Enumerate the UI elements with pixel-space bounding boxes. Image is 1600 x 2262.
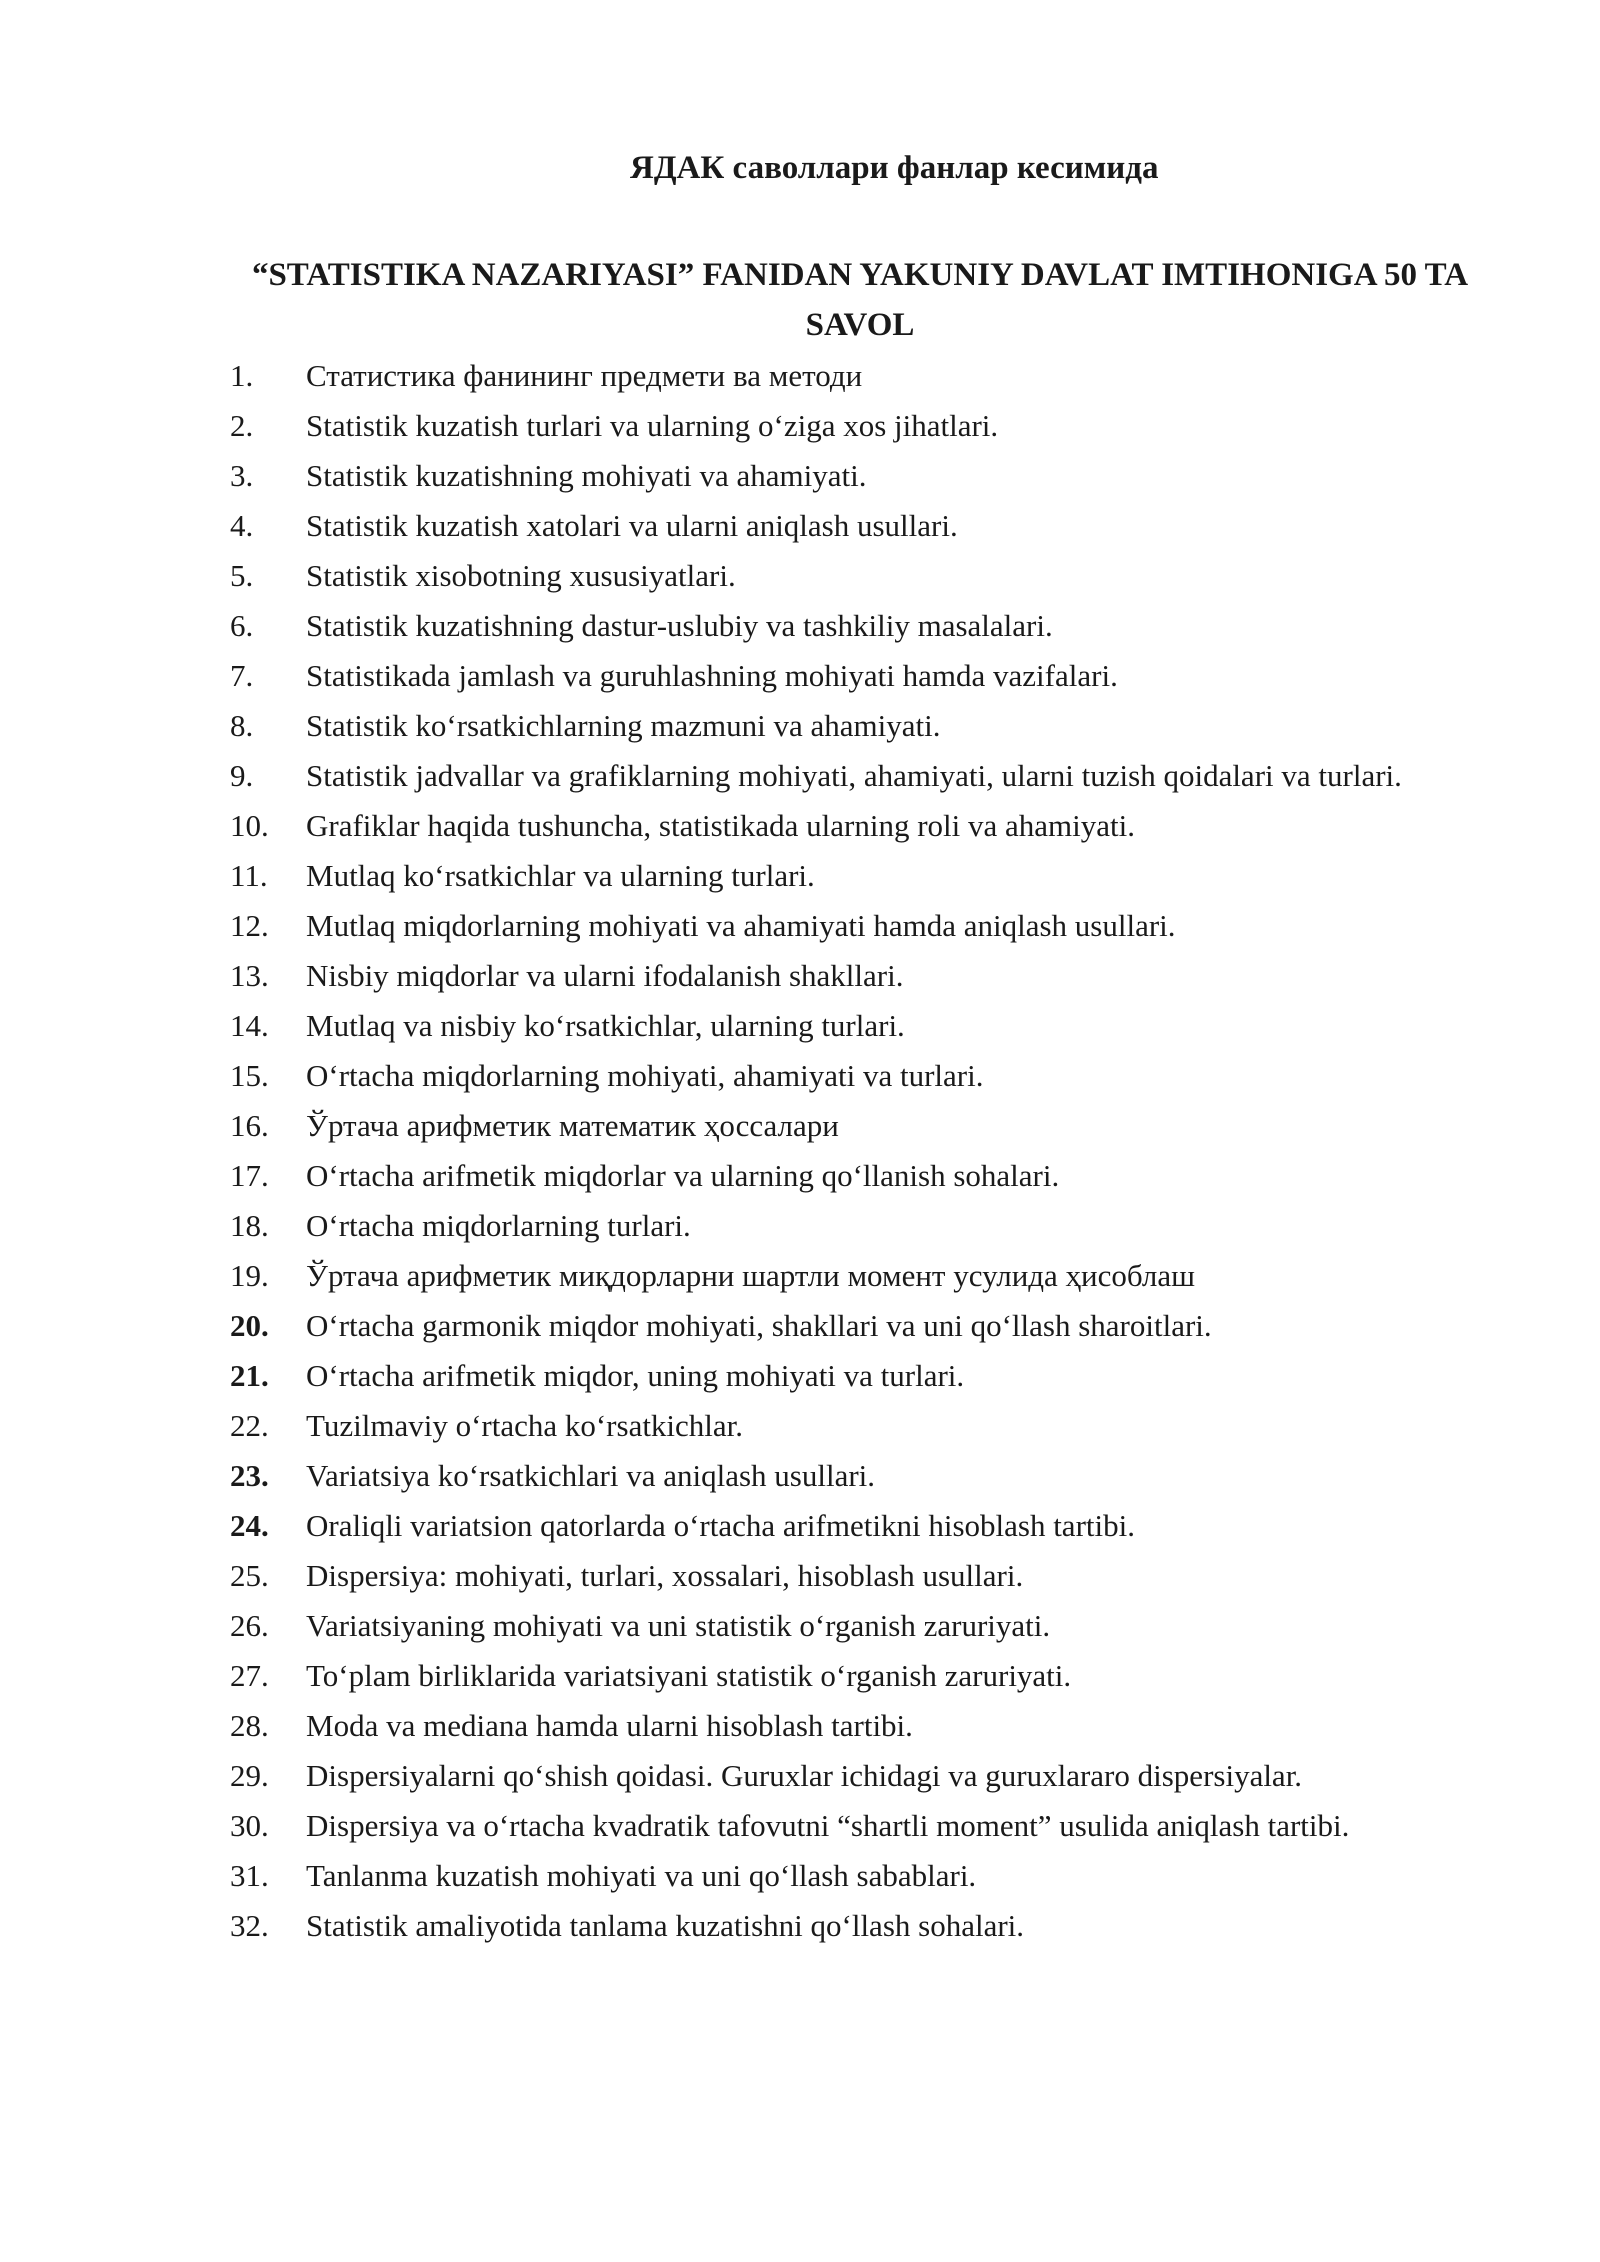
- question-text: Grafiklar haqida tushuncha, statistikada ularning roli va ahamiyati.: [306, 808, 1135, 843]
- question-text: Statistik amaliyotida tanlama kuzatishni qoʻllash sohalari.: [306, 1908, 1025, 1943]
- question-number: 29.: [230, 1758, 269, 1793]
- question-item: [230, 1351, 1492, 1401]
- question-item: [230, 1801, 1492, 1851]
- question-item: [230, 401, 1492, 451]
- question-item: [230, 1201, 1492, 1251]
- question-text: Mutlaq va nisbiy koʻrsatkichlar, ularning turlari.: [306, 1008, 905, 1043]
- question-text: Oraliqli variatsion qatorlarda oʻrtacha arifmetikni hisoblash tartibi.: [306, 1508, 1135, 1543]
- question-number: 17.: [230, 1158, 269, 1193]
- question-number: 1.: [230, 358, 254, 393]
- question-number: 25.: [230, 1558, 269, 1593]
- question-number: 4.: [230, 508, 254, 543]
- question-number: 28.: [230, 1708, 269, 1743]
- question-number: 6.: [230, 608, 254, 643]
- question-text: Statistik kuzatishning mohiyati va ahamiyati.: [306, 458, 867, 493]
- question-text: Toʻplam birliklarida variatsiyani statistik oʻrganish zaruriyati.: [306, 1658, 1072, 1693]
- question-number: 20.: [230, 1308, 269, 1343]
- question-number: 8.: [230, 708, 254, 743]
- question-item: [230, 1251, 1492, 1301]
- question-item: [230, 951, 1492, 1001]
- question-item: [230, 501, 1492, 551]
- question-text: Statistik kuzatish xatolari va ularni aniqlash usullari.: [306, 508, 958, 543]
- question-number: 32.: [230, 1908, 269, 1943]
- question-text: Статистика фанининг предмети ва методи: [306, 358, 863, 393]
- question-number: 16.: [230, 1108, 269, 1143]
- question-text: Oʻrtacha arifmetik miqdorlar va ularning qoʻllanish sohalari.: [306, 1158, 1060, 1193]
- question-item: [230, 651, 1492, 701]
- document-heading: ЯДАК саволлари фанлар кесимида: [630, 150, 1159, 186]
- question-number: 11.: [230, 858, 268, 893]
- question-item: [230, 701, 1492, 751]
- question-item: [230, 801, 1492, 851]
- question-item: [230, 1601, 1492, 1651]
- question-item: [230, 1501, 1492, 1551]
- question-number: 14.: [230, 1008, 269, 1043]
- question-item: [230, 1651, 1492, 1701]
- question-item: [230, 351, 1492, 401]
- question-number: 26.: [230, 1608, 269, 1643]
- question-item: [230, 1551, 1492, 1601]
- question-text: Mutlaq miqdorlarning mohiyati va ahamiyati hamda aniqlash usullari.: [306, 908, 1176, 943]
- question-number: 19.: [230, 1258, 269, 1293]
- question-text: Statistik kuzatish turlari va ularning oʻziga xos jihatlari.: [306, 408, 999, 443]
- question-list: [230, 351, 1492, 1951]
- question-item: [230, 601, 1492, 651]
- question-number: 12.: [230, 908, 269, 943]
- question-item: [230, 751, 1492, 801]
- question-number: 27.: [230, 1658, 269, 1693]
- question-number: 9.: [230, 758, 254, 793]
- question-text: Statistikada jamlash va guruhlashning mohiyati hamda vazifalari.: [306, 658, 1118, 693]
- question-number: 10.: [230, 808, 269, 843]
- question-item: [230, 851, 1492, 901]
- question-item: [230, 901, 1492, 951]
- question-text: Statistik xisobotning xususiyatlari.: [306, 558, 736, 593]
- question-number: 30.: [230, 1808, 269, 1843]
- question-number: 13.: [230, 958, 269, 993]
- question-item: [230, 451, 1492, 501]
- question-text: Dispersiya: mohiyati, turlari, xossalari, hisoblash usullari.: [306, 1558, 1024, 1593]
- question-text: Tuzilmaviy oʻrtacha koʻrsatkichlar.: [306, 1408, 744, 1443]
- question-number: 5.: [230, 558, 254, 593]
- question-number: 15.: [230, 1058, 269, 1093]
- question-text: Statistik koʻrsatkichlarning mazmuni va ahamiyati.: [306, 708, 941, 743]
- question-text: Statistik jadvallar va grafiklarning mohiyati, ahamiyati, ularni tuzish qoidalari va turlari.: [306, 758, 1402, 793]
- question-text: Statistik kuzatishning dastur-uslubiy va tashkiliy masalalari.: [306, 608, 1053, 643]
- question-item: [230, 1451, 1492, 1501]
- question-text: Variatsiya koʻrsatkichlari va aniqlash usullari.: [306, 1458, 876, 1493]
- question-text: Dispersiya va oʻrtacha kvadratik tafovutni “shartli moment” usulida aniqlash tartibi.: [306, 1808, 1350, 1843]
- question-item: [230, 1151, 1492, 1201]
- question-item: [230, 1051, 1492, 1101]
- question-text: Mutlaq koʻrsatkichlar va ularning turlari.: [306, 858, 815, 893]
- question-number: 2.: [230, 408, 254, 443]
- question-text: Ўртача арифметик миқдорларни шартли момент усулида ҳисоблаш: [306, 1258, 1196, 1293]
- question-text: Variatsiyaning mohiyati va uni statistik oʻrganish zaruriyati.: [306, 1608, 1051, 1643]
- question-item: [230, 1001, 1492, 1051]
- question-text: Oʻrtacha arifmetik miqdor, uning mohiyati va turlari.: [306, 1358, 965, 1393]
- question-text: Oʻrtacha garmonik miqdor mohiyati, shakllari va uni qoʻllash sharoitlari.: [306, 1308, 1212, 1343]
- question-number: 21.: [230, 1358, 269, 1393]
- question-item: [230, 1701, 1492, 1751]
- question-text: Nisbiy miqdorlar va ularni ifodalanish shakllari.: [306, 958, 904, 993]
- question-item: [230, 1901, 1492, 1951]
- question-text: Dispersiyalarni qoʻshish qoidasi. Guruxlar ichidagi va guruxlararo dispersiyalar.: [306, 1758, 1303, 1793]
- question-number: 31.: [230, 1858, 269, 1893]
- question-text: Moda va mediana hamda ularni hisoblash tartibi.: [306, 1708, 913, 1743]
- question-number: 18.: [230, 1208, 269, 1243]
- question-item: [230, 551, 1492, 601]
- question-text: Ўртача арифметик математик ҳоссалари: [306, 1108, 839, 1143]
- question-number: 7.: [230, 658, 254, 693]
- question-number: 23.: [230, 1458, 269, 1493]
- question-item: [230, 1101, 1492, 1151]
- question-item: [230, 1751, 1492, 1801]
- question-text: Oʻrtacha miqdorlarning mohiyati, ahamiyati va turlari.: [306, 1058, 984, 1093]
- question-number: 22.: [230, 1408, 269, 1443]
- question-text: Oʻrtacha miqdorlarning turlari.: [306, 1208, 691, 1243]
- question-item: [230, 1301, 1492, 1351]
- question-number: 24.: [230, 1508, 269, 1543]
- question-item: [230, 1401, 1492, 1451]
- question-text: Tanlanma kuzatish mohiyati va uni qoʻllash sabablari.: [306, 1858, 977, 1893]
- question-item: [230, 1851, 1492, 1901]
- document-title: “STATISTIKA NAZARIYASI” FANIDAN YAKUNIY DAVLAT IMTIHONIGA 50 TA SAVOL: [251, 257, 1469, 343]
- question-number: 3.: [230, 458, 254, 493]
